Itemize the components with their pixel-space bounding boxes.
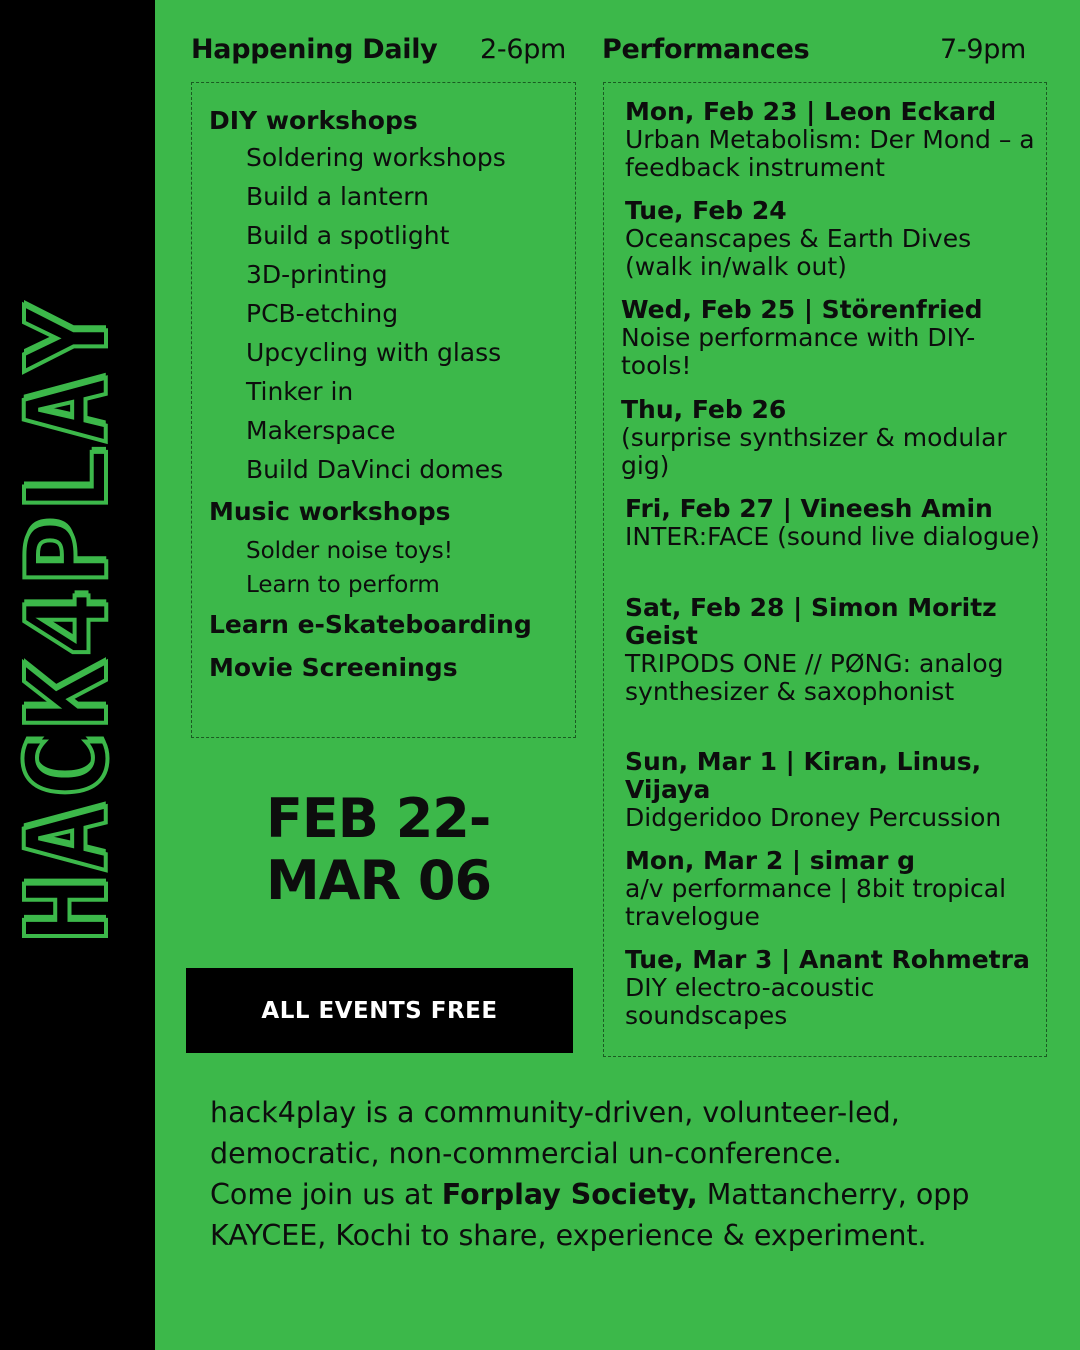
about-line3-pre: Come join us at: [210, 1178, 442, 1211]
daily-time: 2-6pm: [480, 34, 567, 65]
performances-heading: Performances: [602, 34, 810, 65]
event-desc: (surprise synthsizer & modular gig): [621, 423, 1007, 480]
about-paragraph: [210, 1092, 1070, 1256]
about-line: democratic, non-commercial un-conference.: [210, 1137, 842, 1170]
performances-time: 7-9pm: [940, 34, 1027, 65]
venue-name: Forplay Society,: [441, 1178, 698, 1211]
event-desc: DIY electro-acoustic soundscapes: [625, 973, 875, 1030]
daily-heading: Happening Daily: [191, 34, 438, 65]
sidebar: [0, 0, 155, 1350]
event-desc: Noise performance with DIY-tools!: [621, 323, 976, 380]
movie-screenings-item: Movie Screenings: [209, 653, 458, 682]
performance-event: [625, 748, 1043, 832]
diy-item: Build DaVinci domes: [246, 455, 504, 484]
performance-event: [625, 946, 1043, 1030]
event-desc: a/v performance | 8bit tropical travelogue: [625, 874, 1007, 931]
event-title: Fri, Feb 27 | Vineesh Amin: [625, 494, 993, 523]
diy-item: PCB-etching: [246, 299, 399, 328]
music-item: Learn to perform: [246, 572, 440, 598]
diy-item: Makerspace: [246, 416, 396, 445]
hack4play-logo: HACK4PLAY: [3, 300, 133, 944]
about-line: [210, 1174, 1070, 1215]
event-title: Sat, Feb 28 | Simon Moritz Geist: [625, 593, 997, 650]
daily-activities-box: [191, 82, 576, 738]
about-line: KAYCEE, Kochi to share, experience & experiment.: [210, 1219, 927, 1252]
event-desc: Didgeridoo Droney Percussion: [625, 803, 1002, 832]
event-title: Sun, Mar 1 | Kiran, Linus, Vijaya: [625, 747, 982, 804]
diy-item: Soldering workshops: [246, 143, 506, 172]
all-events-free-banner: ALL EVENTS FREE: [186, 968, 573, 1053]
event-title: Wed, Feb 25 | Störenfried: [621, 295, 983, 324]
performance-event: [625, 847, 1043, 931]
performance-event: [625, 495, 1043, 551]
diy-workshops-heading: DIY workshops: [209, 106, 418, 135]
performance-event: [625, 197, 1043, 281]
music-item: Solder noise toys!: [246, 538, 453, 564]
diy-item: Upcycling with glass: [246, 338, 502, 367]
event-desc: Oceanscapes & Earth Dives (walk in/walk out): [625, 224, 972, 281]
event-title: Tue, Feb 24: [625, 196, 787, 225]
event-title: Mon, Mar 2 | simar g: [625, 846, 916, 875]
performance-event: [625, 594, 1043, 706]
diy-item: 3D-printing: [246, 260, 388, 289]
performance-event: [621, 296, 1039, 380]
performance-event: [621, 396, 1039, 480]
diy-item: Tinker in: [246, 377, 354, 406]
diy-item: Build a spotlight: [246, 221, 450, 250]
event-title: Thu, Feb 26: [621, 395, 787, 424]
dates-end: MAR 06: [266, 849, 492, 912]
event-desc: TRIPODS ONE // PØNG: analog synthesizer & saxophonist: [625, 649, 1004, 706]
event-title: Mon, Feb 23 | Leon Eckard: [625, 97, 997, 126]
event-desc: INTER:FACE (sound live dialogue): [625, 522, 1040, 551]
event-desc: Urban Metabolism: Der Mond – a feedback instrument: [625, 125, 1035, 182]
about-line3-post: Mattancherry, opp: [697, 1178, 970, 1211]
event-dates: [266, 788, 491, 912]
about-line: hack4play is a community-driven, volunteer-led,: [210, 1096, 900, 1129]
e-skateboarding-item: Learn e-Skateboarding: [209, 610, 532, 639]
diy-item: Build a lantern: [246, 182, 429, 211]
dates-start: FEB 22-: [266, 787, 491, 850]
music-workshops-heading: Music workshops: [209, 497, 451, 526]
performance-event: [625, 98, 1043, 182]
event-title: Tue, Mar 3 | Anant Rohmetra: [625, 945, 1030, 974]
